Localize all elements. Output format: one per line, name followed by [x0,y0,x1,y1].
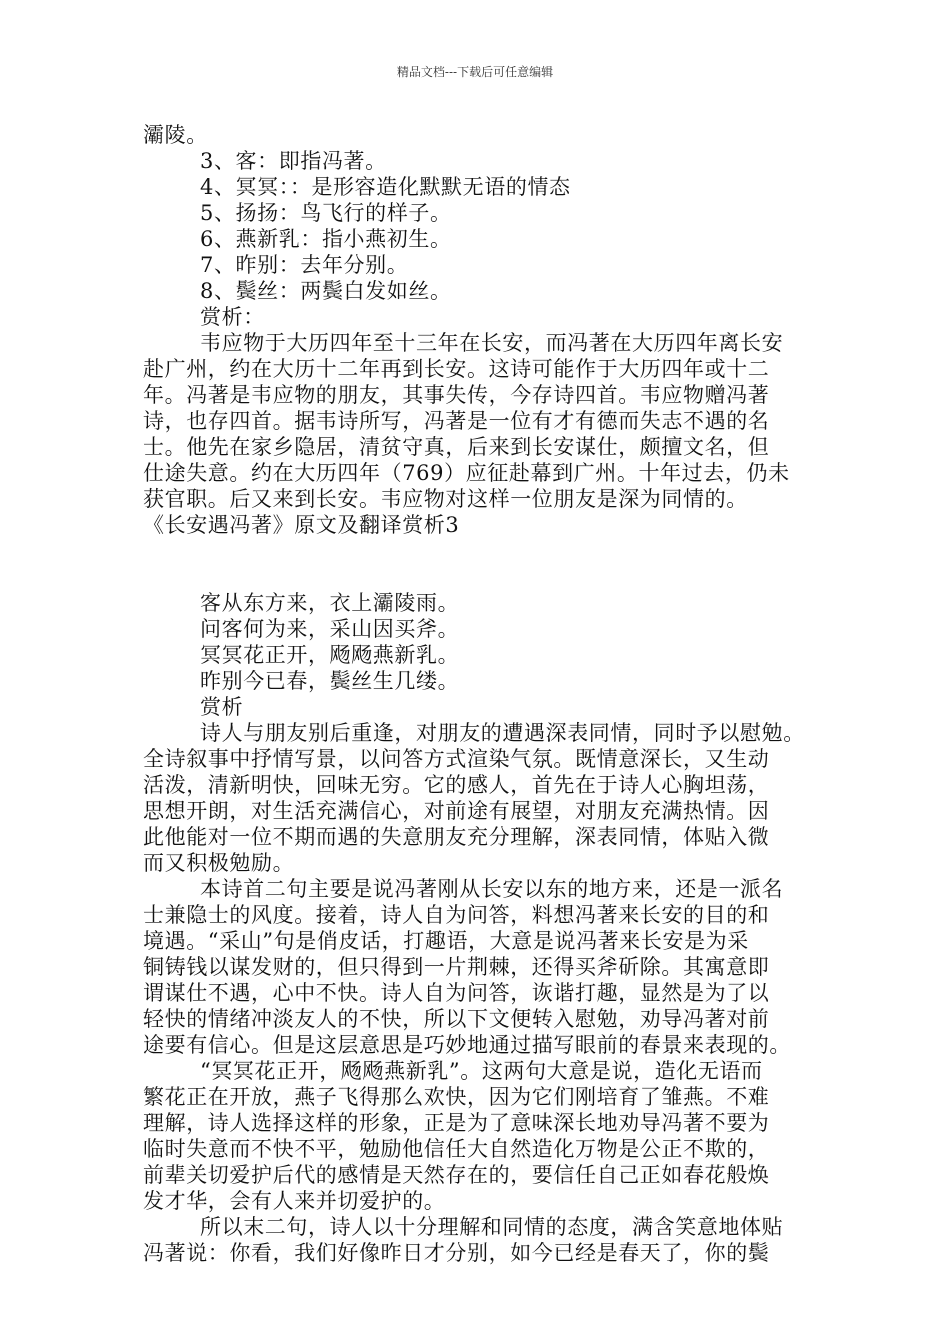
text-line: 6、燕新乳：指小燕初生。 [200,227,452,251]
text-line: 4、冥冥：：是形容造化默默无语的情态 [200,175,571,199]
text-line: 临时失意而不快不平，勉励他信任大自然造化万物是公正不欺的， [143,1137,770,1161]
text-line: 铜铸钱以谋发财的，但只得到一片荆棘，还得买斧斫除。其寓意即 [143,955,770,979]
text-line: 活泼，清新明快，回味无穷。它的感人，首先在于诗人心胸坦荡， [143,773,770,797]
text-line: 韦应物于大历四年至十三年在长安，而冯著在大历四年离长安 [200,331,784,355]
text-line: 繁花正在开放，燕子飞得那么欢快，因为它们刚培育了雏燕。不难 [143,1085,770,1109]
text-line: 年。冯著是韦应物的朋友，其事失传，今存诗四首。韦应物赠冯著 [143,383,770,407]
text-line: 7、昨别：去年分别。 [200,253,409,277]
text-line: 赏析 [200,695,244,719]
text-line: 途要有信心。但是这层意思是巧妙地通过描写眼前的春景来表现的。 [143,1033,791,1057]
text-line: 3、客：即指冯著。 [200,149,387,173]
text-line: 冯著说：你看，我们好像昨日才分别，如今已经是春天了，你的鬓 [143,1241,770,1265]
text-line: 发才华，会有人来并切爱护的。 [143,1189,446,1213]
text-line: “冥冥花正开，飏飏燕新乳”。这两句大意是说，造化无语而 [200,1059,763,1083]
text-line: 境遇。“采山”句是俏皮话，打趣语，大意是说冯著来长安是为采 [143,929,749,953]
text-line: 诗人与朋友别后重逢，对朋友的遭遇深表同情，同时予以慰勉。 [200,721,805,745]
text-line: 理解，诗人选择这样的形象，正是为了意味深长地劝导冯著不要为 [143,1111,770,1135]
text-line: 轻快的情绪冲淡友人的不快，所以下文便转入慰勉，劝导冯著对前 [143,1007,770,1031]
text-line: 前辈关切爱护后代的感情是天然存在的，要信任自己正如春花般焕 [143,1163,770,1187]
page-header: 精品文档---下载后可任意编辑 [396,65,554,79]
text-line: 士。他先在家乡隐居，清贫守真，后来到长安谋仕，颇擅文名，但 [143,435,770,459]
text-line: 《长安遇冯著》原文及翻译赏析3 [143,513,460,537]
text-line: 获官职。后又来到长安。韦应物对这样一位朋友是深为同情的。 [143,487,748,511]
text-line: 士兼隐士的风度。接着，诗人自为问答，料想冯著来长安的目的和 [143,903,770,927]
text-line: 冥冥花正开，飏飏燕新乳。 [200,643,460,667]
text-line: 诗，也存四首。据韦诗所写，冯著是一位有才有德而失志不遇的名 [143,409,770,433]
text-line: 思想开朗，对生活充满信心，对前途有展望，对朋友充满热情。因 [143,799,770,823]
text-line: 赏析： [200,305,265,329]
text-line: 5、扬扬：鸟飞行的样子。 [200,201,452,225]
text-line: 而又积极勉励。 [143,851,295,875]
text-line: 本诗首二句主要是说冯著刚从长安以东的地方来，还是一派名 [200,877,784,901]
text-line: 此他能对一位不期而遇的失意朋友充分理解，深表同情，体贴入微 [143,825,770,849]
text-line: 所以末二句，诗人以十分理解和同情的态度，满含笑意地体贴 [200,1215,784,1239]
text-line: 昨别今已春，鬓丝生几缕。 [200,669,460,693]
text-line: 客从东方来，衣上灞陵雨。 [200,591,460,615]
text-line: 灞陵。 [143,123,208,147]
text-line: 全诗叙事中抒情写景，以问答方式渲染气氛。既情意深长，又生动 [143,747,770,771]
text-line: 赴广州，约在大历十二年再到长安。这诗可能作于大历四年或十二 [143,357,770,381]
paragraph-gap [143,538,823,590]
text-line: 谓谋仕不遇，心中不快。诗人自为问答，诙谐打趣，显然是为了以 [143,981,770,1005]
document-body [143,122,823,1266]
text-line: 问客何为来，采山因买斧。 [200,617,460,641]
text-line: 8、鬓丝：两鬓白发如丝。 [200,279,452,303]
text-line: 仕途失意。约在大历四年（769）应征赴幕到广州。十年过去，仍未 [143,461,790,485]
